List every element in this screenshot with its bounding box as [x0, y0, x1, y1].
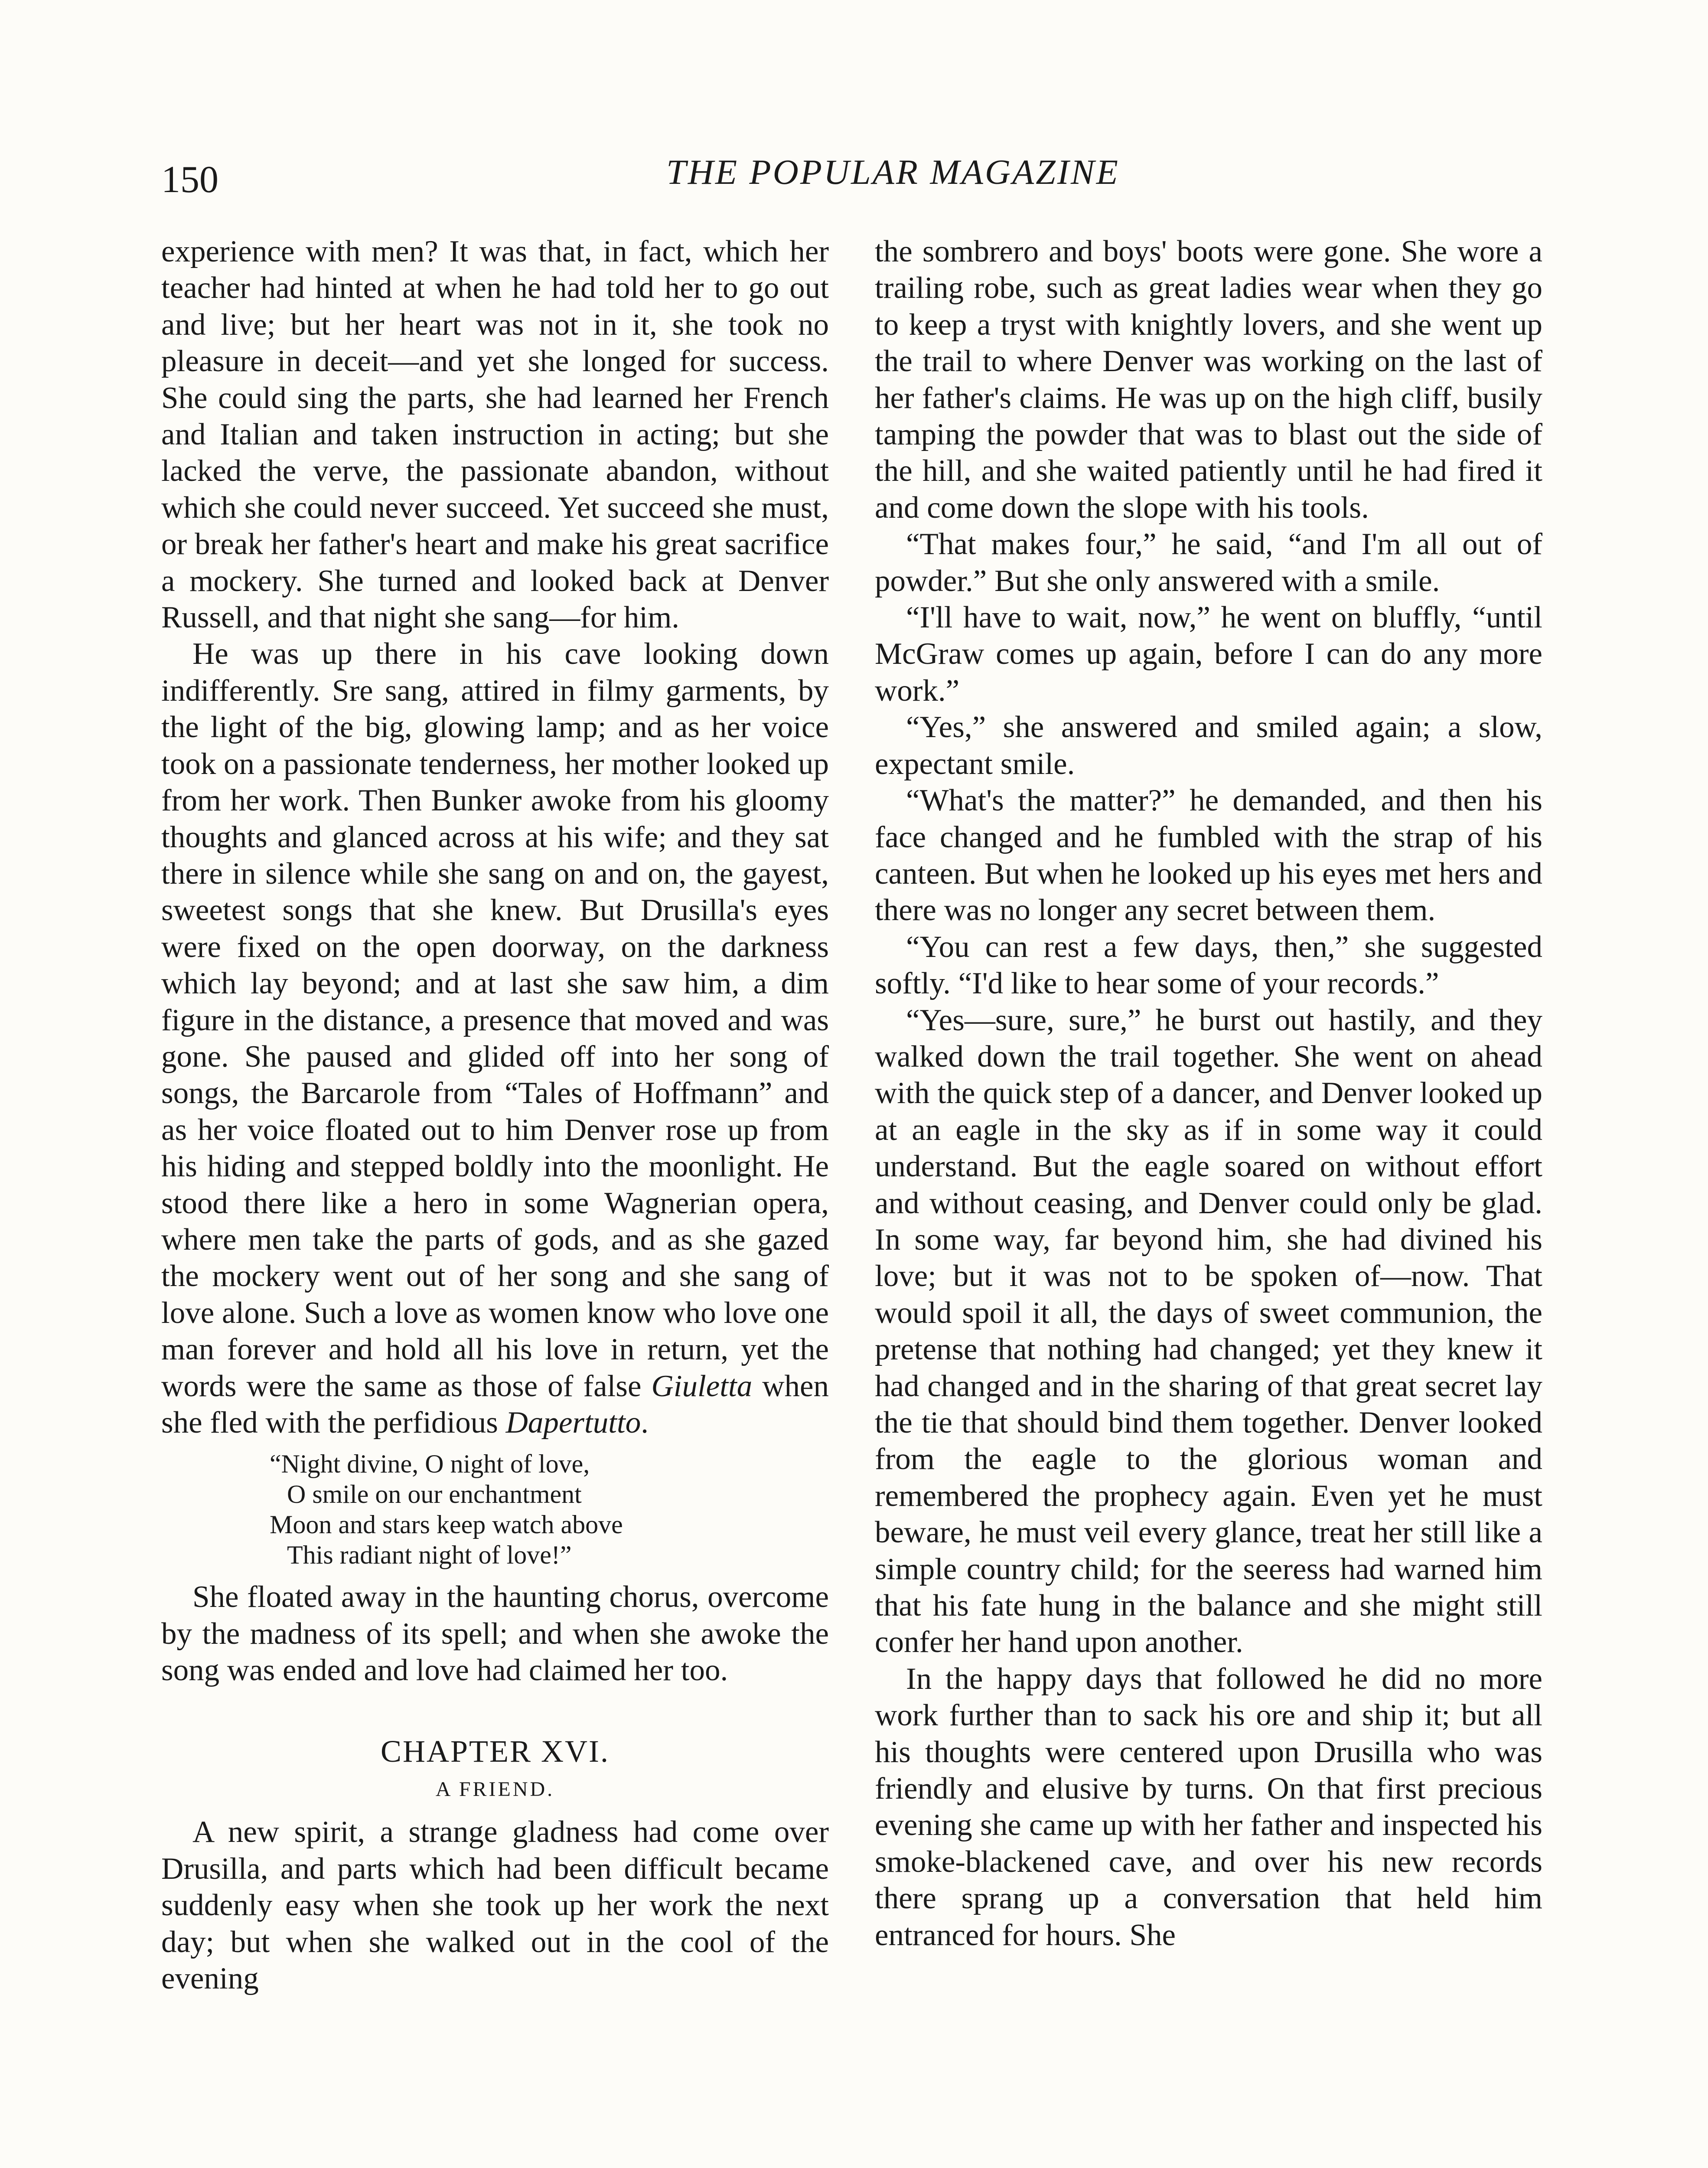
paragraph: “I'll have to wait, now,” he went on bluffly, “until McGraw comes up again, before I can do any more work.”	[875, 601, 1542, 708]
paragraph: the sombrero and boys' boots were gone. She wore a trailing robe, such as great ladies wear when they go to keep a tryst with knightly lovers, and she went up the trail to where Denver was working on the last of her father's claims. He was up on the high cliff, busily tamping the powder that was to blast out the side of the hill, and she waited patiently until he had fired it and come down the slope with his tools.	[875, 235, 1542, 525]
verse-line: O smile on our enchantment	[287, 1480, 582, 1509]
paragraph	[161, 636, 829, 1441]
paragraph-text: when she fled with the perfidious	[161, 1369, 829, 1440]
verse-line: Moon and stars keep watch above	[270, 1510, 623, 1539]
paragraph-text: He was up there in his cave looking down indifferently. Sre sang, attired in filmy garments, by the light of the big, glowing lamp; and as her voice took on a passionate tenderness, her mother looked up from her work. Then Bunker awoke from his gloomy thoughts and glanced across at his wife; and they sat there in silence while she sang on and on, the gayest, sweetest songs that she knew. But Drusilla's eyes were fixed on the open doorway, on the darkness which lay beyond; and at last she saw him, a dim figure in the distance, a presence that moved and was gone. She paused and glided off into her song of songs, the Barcarole from “Tales of Hoffmann” and as her voice floated out to him Denver rose up from his hiding and stepped boldly into the moonlight. He stood there like a hero in some Wagnerian opera, where men take the parts of gods, and as she gazed the mockery went out of her song and she sang of love alone. Such a love as women know who love one man forever and hold all his love in return, yet the words were the same as those of false	[161, 637, 829, 1403]
paragraph: “That makes four,” he said, “and I'm all out of powder.” But she only answered with a smile.	[875, 527, 1542, 598]
paragraph: A new spirit, a strange gladness had come over Drusilla, and parts which had been difficult became suddenly easy when she took up her work the next day; but when she walked out in the cool of the evening	[161, 1815, 829, 1996]
verse-line: “Night divine, O night of love,	[270, 1450, 590, 1479]
paragraph-text: .	[641, 1406, 649, 1440]
verse-line: This radiant night of love!”	[287, 1541, 572, 1570]
paragraph: “Yes,” she answered and smiled again; a slow, expectant smile.	[875, 710, 1542, 781]
character-name: Dapertutto	[505, 1406, 641, 1440]
running-head: THE POPULAR MAGAZINE	[666, 152, 1120, 192]
left-column	[161, 233, 829, 1997]
page-number: 150	[161, 159, 218, 201]
paragraph: “Yes—sure, sure,” he burst out hastily, and they walked down the trail together. She went on ahead with the quick step of a dancer, and Denver looked up at an eagle in the sky as if in some way it could understand. But the eagle soared on without effort and without ceasing, and Denver could only be glad. In some way, far beyond him, she had divined his love; but it was not to be spoken of—now. That would spoil it all, the days of sweet communion, the pretense that nothing had changed; yet they knew it had changed and in the sharing of that great secret lay the tie that should bind them together. Denver looked from the eagle to the glorious woman and remembered the prophecy again. Even yet he must beware, he must veil every glance, treat her still like a simple country child; for the seeress had warned him that his fate hung in the balance and she might still confer her hand upon another.	[875, 1003, 1542, 1659]
right-column	[875, 233, 1542, 1953]
chapter-subtitle: A FRIEND.	[435, 1778, 555, 1801]
character-name: Giuletta	[651, 1369, 753, 1403]
paragraph: She floated away in the haunting chorus, overcome by the madness of its spell; and when she awoke the song was ended and love had claimed her too.	[161, 1580, 829, 1688]
paragraph: In the happy days that followed he did no more work further than to sack his ore and ship it; but all his thoughts were centered upon Drusilla who was friendly and elusive by turns. On that first precious evening she came up with her father and inspected his smoke-blackened cave, and over his new records there sprang up a conversation that held him entranced for hours. She	[875, 1662, 1542, 1952]
paragraph: “You can rest a few days, then,” she suggested softly. “I'd like to hear some of your records.”	[875, 930, 1542, 1001]
paragraph: “What's the matter?” he demanded, and then his face changed and he fumbled with the strap of his canteen. But when he looked up his eyes met hers and there was no longer any secret between them.	[875, 784, 1542, 927]
paragraph: experience with men? It was that, in fact, which her teacher had hinted at when he had told her to go out and live; but her heart was not in it, she took no pleasure in deceit—and yet she longed for success. She could sing the parts, she had learned her French and Italian and taken instruction in acting; but she lacked the verve, the passionate abandon, without which she could never succeed. Yet succeed she must, or break her father's heart and make his great sacrifice a mockery. She turned and looked back at Denver Russell, and that night she sang—for him.	[161, 235, 829, 635]
song-verse	[161, 1449, 829, 1570]
chapter-heading: CHAPTER XVI.	[380, 1734, 610, 1769]
